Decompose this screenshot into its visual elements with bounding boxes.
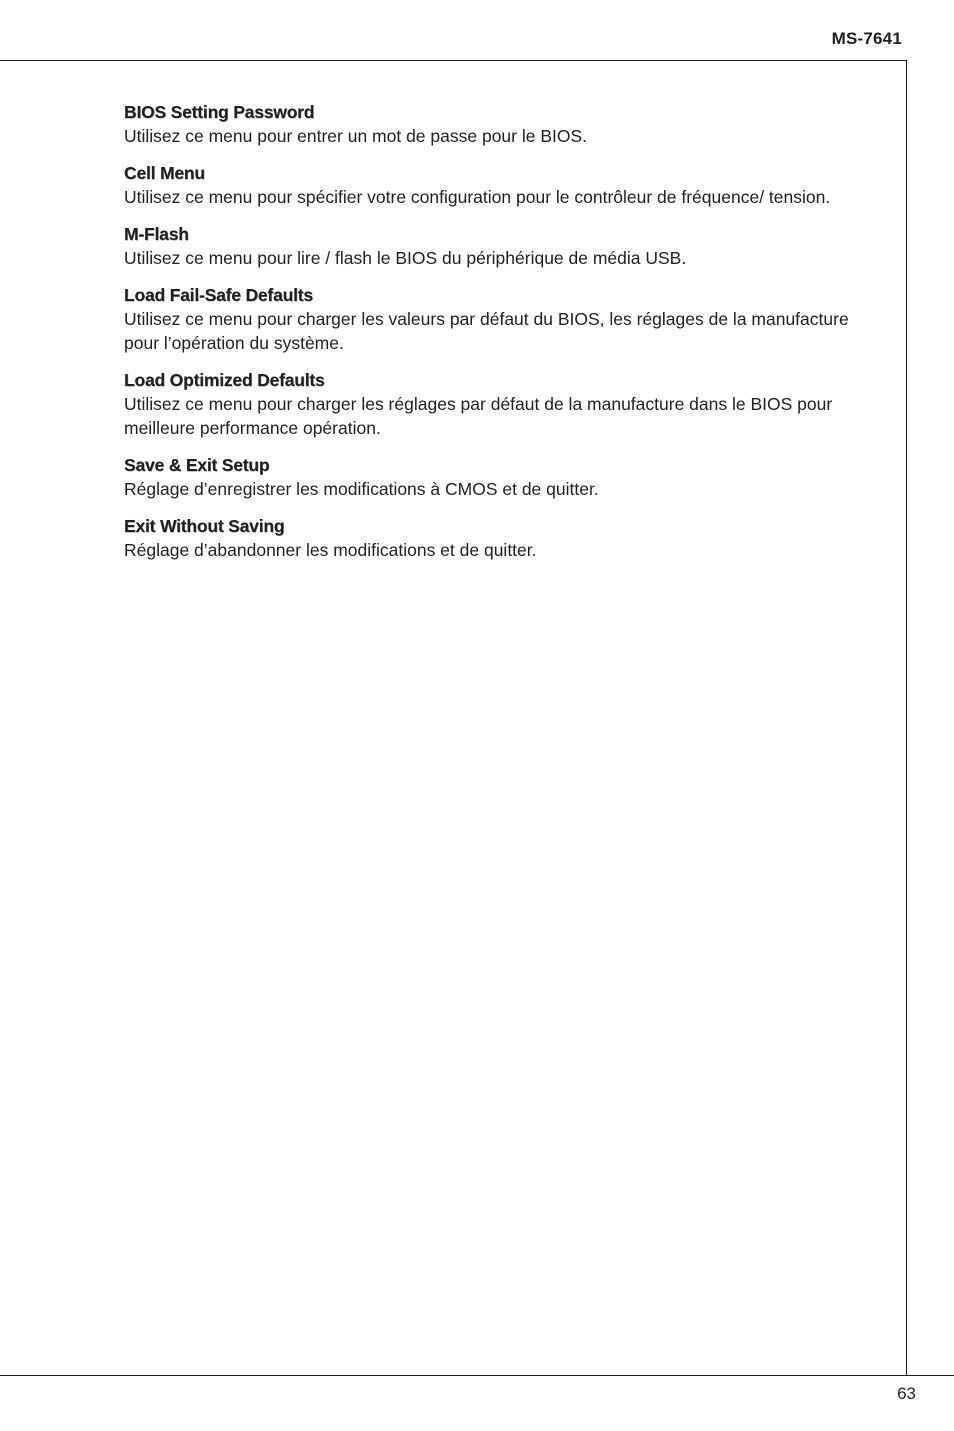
section-title: Cell Menu (124, 163, 205, 183)
document-body (124, 101, 856, 576)
section-load-optimized-defaults (124, 369, 856, 440)
section-bios-setting-password (124, 101, 856, 148)
section-m-flash (124, 223, 856, 270)
section-exit-without-saving (124, 515, 856, 562)
section-load-fail-safe-defaults (124, 284, 856, 355)
section-description: Réglage d’abandonner les modifications et de quitter. (124, 540, 537, 560)
section-title: Save & Exit Setup (124, 455, 270, 475)
footer-rule (0, 1375, 954, 1376)
page-number: 63 (897, 1384, 916, 1403)
section-description: Utilisez ce menu pour charger les valeurs par défaut du BIOS, les réglages de la manufacture pour l’opération du système. (124, 309, 849, 353)
section-title: Exit Without Saving (124, 516, 285, 536)
section-title: Load Optimized Defaults (124, 370, 325, 390)
section-title: BIOS Setting Password (124, 102, 315, 122)
section-title: M-Flash (124, 224, 189, 244)
section-description: Réglage d’enregistrer les modifications à CMOS et de quitter. (124, 479, 599, 499)
section-cell-menu (124, 162, 856, 209)
section-description: Utilisez ce menu pour charger les réglages par défaut de la manufacture dans le BIOS pour meilleure performance opération. (124, 394, 833, 438)
section-description: Utilisez ce menu pour spécifier votre configuration pour le contrôleur de fréquence/ tension. (124, 187, 831, 207)
model-header: MS-7641 (831, 29, 902, 48)
section-title: Load Fail-Safe Defaults (124, 285, 313, 305)
header-rule (0, 60, 907, 61)
section-description: Utilisez ce menu pour lire / flash le BIOS du périphérique de média USB. (124, 248, 687, 268)
section-save-exit-setup (124, 454, 856, 501)
margin-rule (906, 60, 907, 1375)
section-description: Utilisez ce menu pour entrer un mot de passe pour le BIOS. (124, 126, 588, 146)
